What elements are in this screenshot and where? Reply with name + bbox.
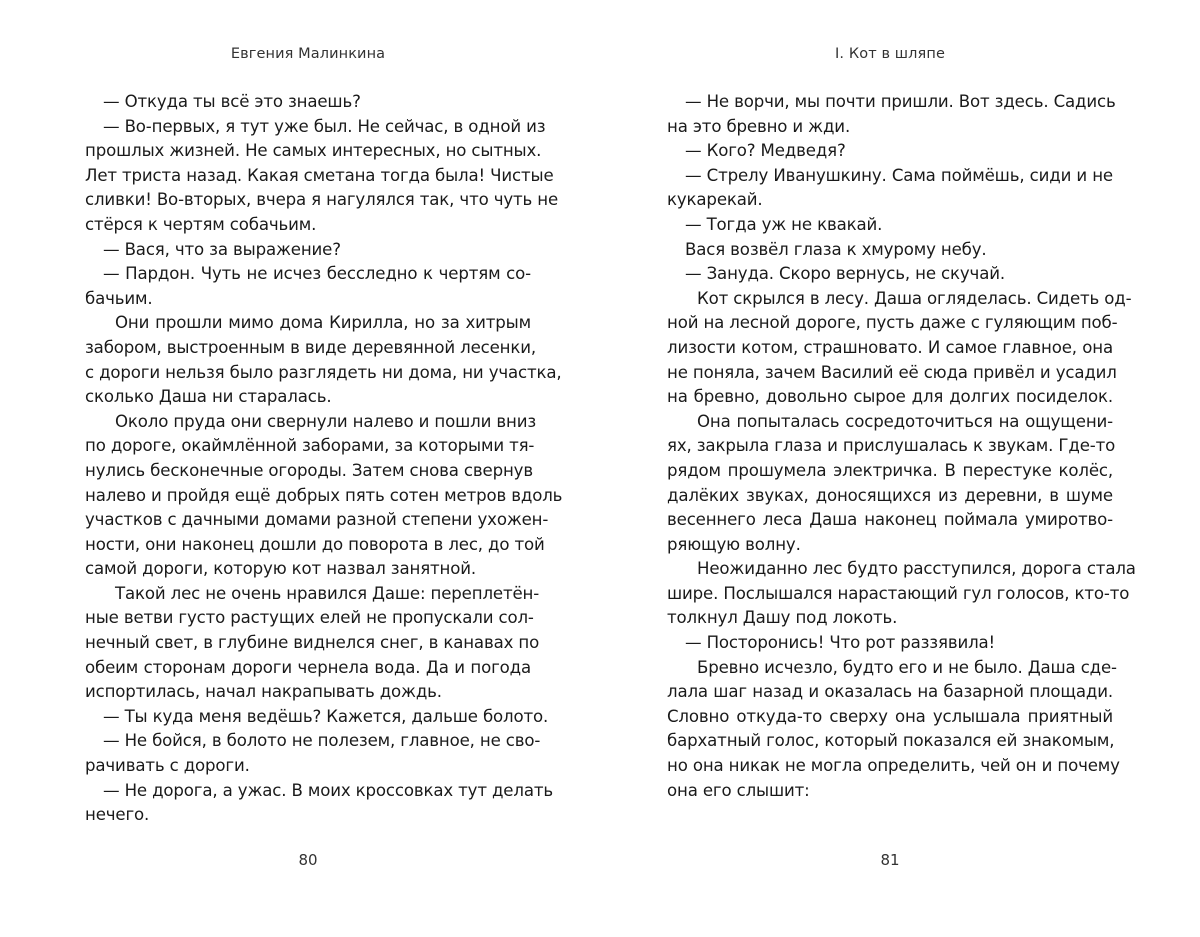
text-line: участков с дачными домами разной степени ухожен- bbox=[85, 510, 549, 530]
text-line: — Пардон. Чуть не исчез бесследно к чертям со- bbox=[103, 264, 531, 284]
text-line: — Зануда. Скоро вернусь, не скучай. bbox=[685, 264, 1005, 284]
text-line: — Не бойся, в болото не полезем, главное, не сво- bbox=[103, 731, 541, 751]
text-line: рачивать с дороги. bbox=[85, 756, 250, 776]
running-head-chapter: I. Кот в шляпе bbox=[835, 46, 945, 62]
text-line: стёрся к чертям собачьим. bbox=[85, 214, 317, 234]
text-line: Они прошли мимо дома Кирилла, но за хитрым bbox=[115, 313, 531, 333]
text-line: самой дороги, которую кот назвал занятной. bbox=[85, 559, 477, 579]
page-number: 81 bbox=[880, 851, 900, 869]
text-line: на это бревно и жди. bbox=[667, 116, 851, 136]
text-line: — Кого? Медведя? bbox=[685, 141, 846, 161]
right-page-body bbox=[667, 90, 1136, 803]
text-line: Около пруда они свернули налево и пошли вниз bbox=[115, 411, 537, 431]
text-line: ной на лесной дороге, пусть даже с гуляющим поб- bbox=[667, 313, 1118, 333]
text-line: нечный свет, в глубине виднелся снег, в канавах по bbox=[85, 633, 540, 653]
text-line: забором, выстроенным в виде деревянной лесенки, bbox=[85, 337, 536, 357]
text-line: Такой лес не очень нравился Даше: переплетён- bbox=[115, 583, 540, 603]
text-line: кукарекай. bbox=[667, 190, 763, 210]
text-line: ные ветви густо растущих елей не пропускали сол- bbox=[85, 608, 534, 628]
text-line: рядом прошумела электричка. В перестуке колёс, bbox=[667, 460, 1113, 480]
text-line: Неожиданно лес будто расступился, дорога стала bbox=[697, 559, 1136, 579]
text-line: далёких звуках, доносящихся из деревни, в шуме bbox=[667, 485, 1113, 505]
text-line: — Вася, что за выражение? bbox=[103, 239, 341, 259]
left-page bbox=[85, 0, 563, 937]
text-line: с дороги нельзя было разглядеть ни дома, ни участка, bbox=[85, 362, 562, 382]
left-page-body bbox=[85, 90, 563, 828]
text-line: обеим сторонам дороги чернела вода. Да и погода bbox=[85, 657, 531, 677]
text-line: Бревно исчезло, будто его и не было. Даша сде- bbox=[697, 657, 1117, 677]
text-line: нечего. bbox=[85, 805, 150, 825]
text-line: — Не ворчи, мы почти пришли. Вот здесь. Садись bbox=[685, 92, 1116, 111]
text-line: нулись бесконечные огороды. Затем снова свернув bbox=[85, 460, 533, 480]
text-line: бачьим. bbox=[85, 288, 153, 308]
text-line: испортилась, начал накрапывать дождь. bbox=[85, 682, 442, 702]
text-line: — Посторонись! Что рот раззявила! bbox=[685, 633, 996, 653]
right-page bbox=[667, 0, 1136, 937]
text-line: сколько Даша ни старалась. bbox=[85, 387, 332, 407]
text-line: лизости котом, страшновато. И самое главное, она bbox=[667, 337, 1113, 357]
text-line: Кот скрылся в лесу. Даша огляделась. Сидеть од- bbox=[697, 288, 1132, 308]
text-line: ях, закрыла глаза и прислушалась к звукам. Где-то bbox=[667, 436, 1116, 456]
text-line: Словно откуда-то сверху она услышала приятный bbox=[667, 706, 1113, 726]
text-line: сливки! Во-вторых, вчера я нагулялся так, что чуть не bbox=[85, 190, 559, 210]
text-line: на бревно, довольно сырое для долгих посиделок. bbox=[667, 387, 1113, 407]
text-line: налево и пройдя ещё добрых пять сотен метров вдоль bbox=[85, 485, 563, 505]
text-line: — Во-первых, я тут уже был. Не сейчас, в одной из bbox=[103, 116, 546, 136]
text-line: Она попыталась сосредоточиться на ощущени- bbox=[697, 411, 1113, 431]
text-line: Лет триста назад. Какая сметана тогда была! Чистые bbox=[85, 165, 554, 185]
text-line: она его слышит: bbox=[667, 780, 810, 800]
text-line: — Откуда ты всё это знаешь? bbox=[103, 92, 361, 111]
text-line: — Не дорога, а ужас. В моих кроссовках тут делать bbox=[103, 780, 553, 800]
text-line: бархатный голос, который показался ей знакомым, bbox=[667, 731, 1115, 751]
text-line: весеннего леса Даша наконец поймала умиротво- bbox=[667, 510, 1113, 530]
text-line: но она никак не могла определить, чей он и почему bbox=[667, 756, 1120, 776]
text-line: ности, они наконец дошли до поворота в лес, до той bbox=[85, 534, 545, 554]
text-line: толкнул Дашу под локоть. bbox=[667, 608, 898, 628]
text-line: по дороге, окаймлённой заборами, за которыми тя- bbox=[85, 436, 535, 456]
running-head-author: Евгения Малинкина bbox=[230, 46, 386, 62]
text-line: не поняла, зачем Василий её сюда привёл и усадил bbox=[667, 362, 1117, 382]
text-line: — Стрелу Иванушкину. Сама поймёшь, сиди и не bbox=[685, 165, 1113, 185]
text-line: ряющую волну. bbox=[667, 534, 801, 554]
text-line: Вася возвёл глаза к хмурому небу. bbox=[685, 239, 987, 259]
text-line: — Тогда уж не квакай. bbox=[685, 214, 883, 234]
page-number: 80 bbox=[298, 851, 318, 869]
text-line: шире. Послышался нарастающий гул голосов, кто-то bbox=[667, 583, 1130, 603]
text-line: — Ты куда меня ведёшь? Кажется, дальше болото. bbox=[103, 706, 549, 726]
text-line: лала шаг назад и оказалась на базарной площади. bbox=[667, 682, 1113, 702]
text-line: прошлых жизней. Не самых интересных, но сытных. bbox=[85, 141, 542, 161]
